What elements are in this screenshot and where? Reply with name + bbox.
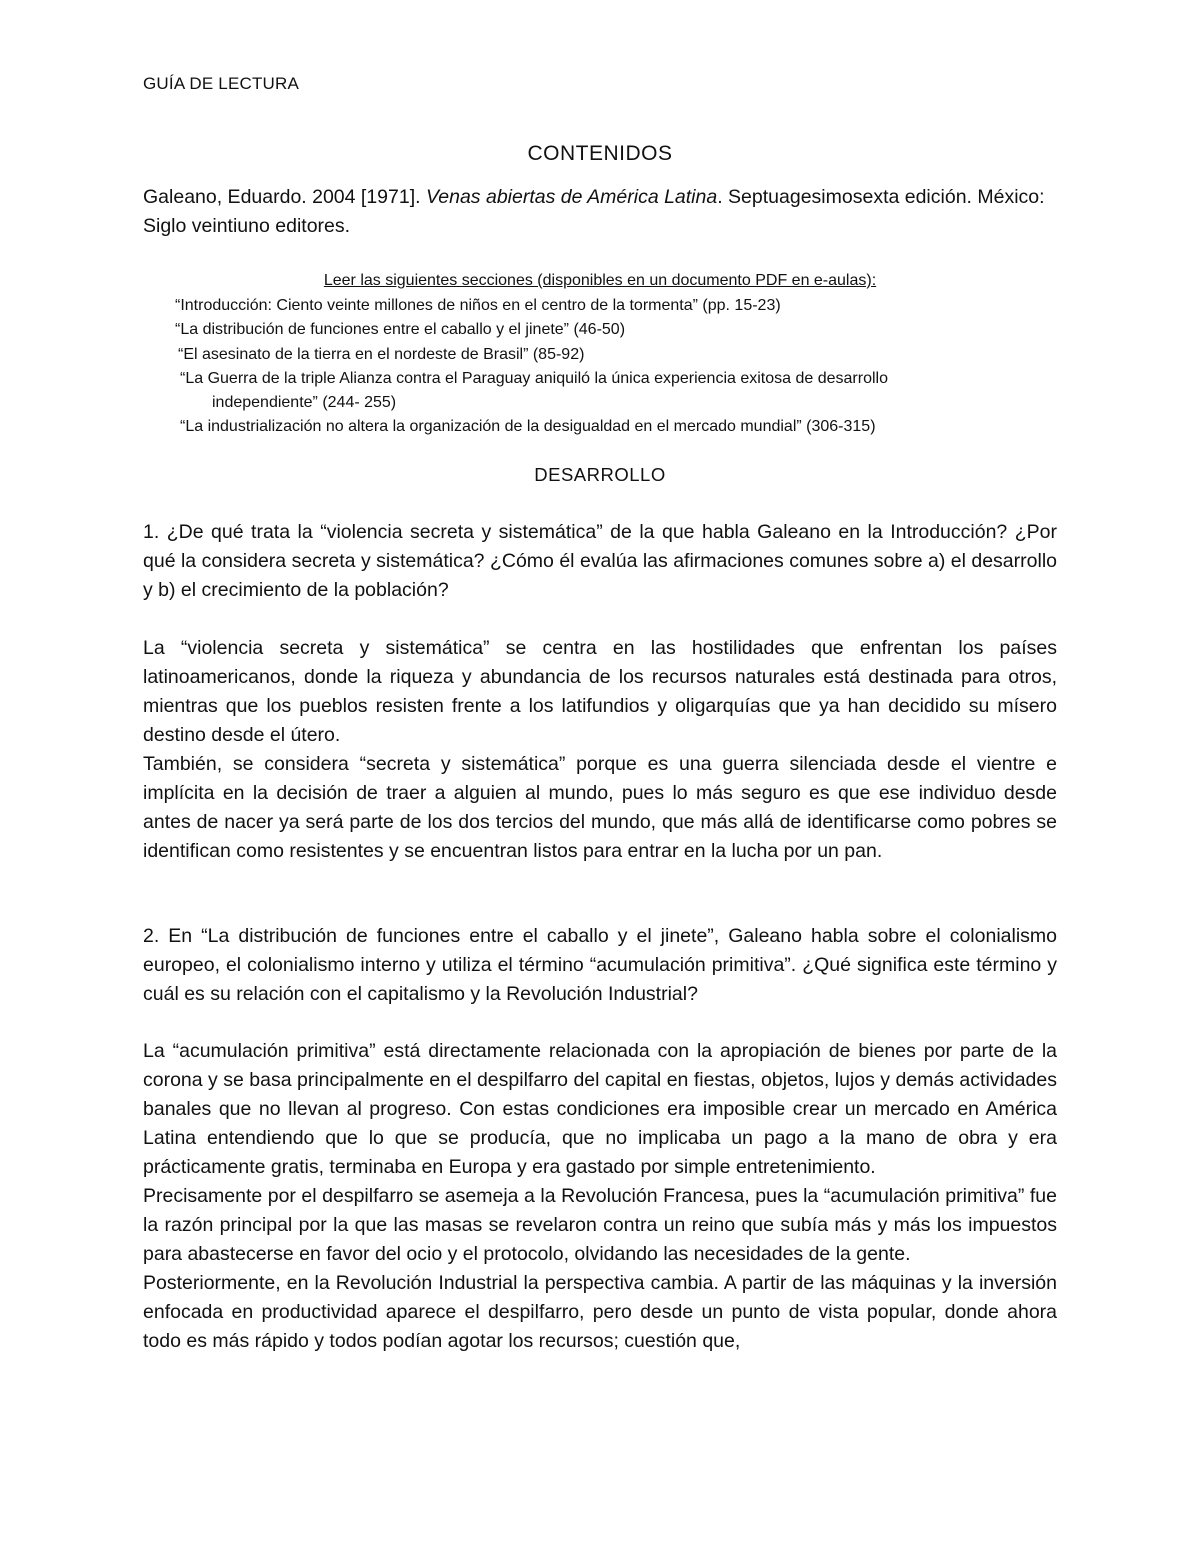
citation-suffix: . Septuagesimosexta edición. México: Siglo veintiuno editores. bbox=[143, 186, 1045, 237]
reading-item: “La distribución de funciones entre el caballo y el jinete” (46-50) bbox=[175, 321, 626, 339]
question-2 bbox=[143, 922, 1057, 1009]
answer-paragraph: Precisamente por el despilfarro se asemeja a la Revolución Francesa, pues la “acumulación primitiva” fue la razón principal por la que las masas se revelaron contra un reino que subía más y más los impuestos para abastecerse en favor del ocio y el protocolo, olvidando las necesidades de la gente. bbox=[143, 1185, 1057, 1265]
readings-list bbox=[175, 294, 888, 440]
bibliographic-citation bbox=[143, 183, 1063, 241]
reading-item: “Introducción: Ciento veinte millones de niños en el centro de la tormenta” (pp. 15-23) bbox=[175, 297, 781, 314]
reading-item: “La Guerra de la triple Alianza contra el Paraguay aniquiló la única experiencia exitosa de desarrollo bbox=[180, 369, 888, 387]
answer-paragraph: Posteriormente, en la Revolución Industrial la perspectiva cambia. A partir de las máquinas y la inversión enfocada en productividad aparece el despilfarro, pero desde un punto de vista popular, donde ahora todo es más rápido y todos podían agotar los recursos; cuestión que, bbox=[143, 1272, 1057, 1352]
reading-item: “El asesinato de la tierra en el nordeste de Brasil” (85-92) bbox=[178, 345, 585, 363]
answer-2 bbox=[143, 1037, 1057, 1356]
reading-item: “La industrialización no altera la organización de la desigualdad en el mercado mundial” (306-315) bbox=[180, 418, 876, 436]
question-1-text: 1. ¿De qué trata la “violencia secreta y sistemática” de la que habla Galeano en la Introducción? ¿Por qué la considera secreta y sistemática? ¿Cómo él evalúa las afirmaciones comunes sobre a) el desarrollo y b) el crecimiento de la población? bbox=[143, 521, 1057, 601]
question-1 bbox=[143, 518, 1057, 605]
answer-paragraph: La “violencia secreta y sistemática” se centra en las hostilidades que enfrentan los países latinoamericanos, donde la riqueza y abundancia de los recursos naturales está destinada para otros, mientras que los pueblos resisten frente a los latifundios y oligarquías que ya han decidido su mísero destino desde el útero. bbox=[143, 637, 1057, 746]
contents-title: CONTENIDOS bbox=[527, 142, 673, 165]
citation-prefix: Galeano, Eduardo. 2004 [1971]. bbox=[143, 186, 426, 208]
development-title: DESARROLLO bbox=[534, 464, 666, 485]
book-title: Venas abiertas de América Latina bbox=[425, 186, 718, 208]
document-header: GUÍA DE LECTURA bbox=[143, 74, 300, 93]
question-2-text: 2. En “La distribución de funciones entre el caballo y el jinete”, Galeano habla sobre el colonialismo europeo, el colonialismo interno y utiliza el término “acumulación primitiva”. ¿Qué significa este término y cuál es su relación con el capitalismo y la Revolución Industrial? bbox=[143, 925, 1057, 1005]
reading-item-continuation: independiente” (244- 255) bbox=[212, 394, 397, 412]
answer-1 bbox=[143, 634, 1057, 866]
reading-instructions: Leer las siguientes secciones (disponibles en un documento PDF en e-aulas): bbox=[323, 272, 877, 289]
answer-paragraph: También, se considera “secreta y sistemática” porque es una guerra silenciada desde el vientre e implícita en la decisión de traer a alguien al mundo, pues lo más seguro es que ese individuo desde antes de nacer ya será parte de los dos tercios del mundo, que más allá de identificarse como pobres se identifican como resistentes y se encuentran listos para entrar en la lucha por un pan. bbox=[143, 753, 1057, 862]
answer-paragraph: La “acumulación primitiva” está directamente relacionada con la apropiación de bienes por parte de la corona y se basa principalmente en el despilfarro del capital en fiestas, objetos, lujos y demás actividades banales que no llevan al progreso. Con estas condiciones era imposible crear un mercado en América Latina entendiendo que lo que se producía, que no implicaba un pago a la mano de obra y era prácticamente gratis, terminaba en Europa y era gastado por simple entretenimiento. bbox=[143, 1040, 1057, 1178]
